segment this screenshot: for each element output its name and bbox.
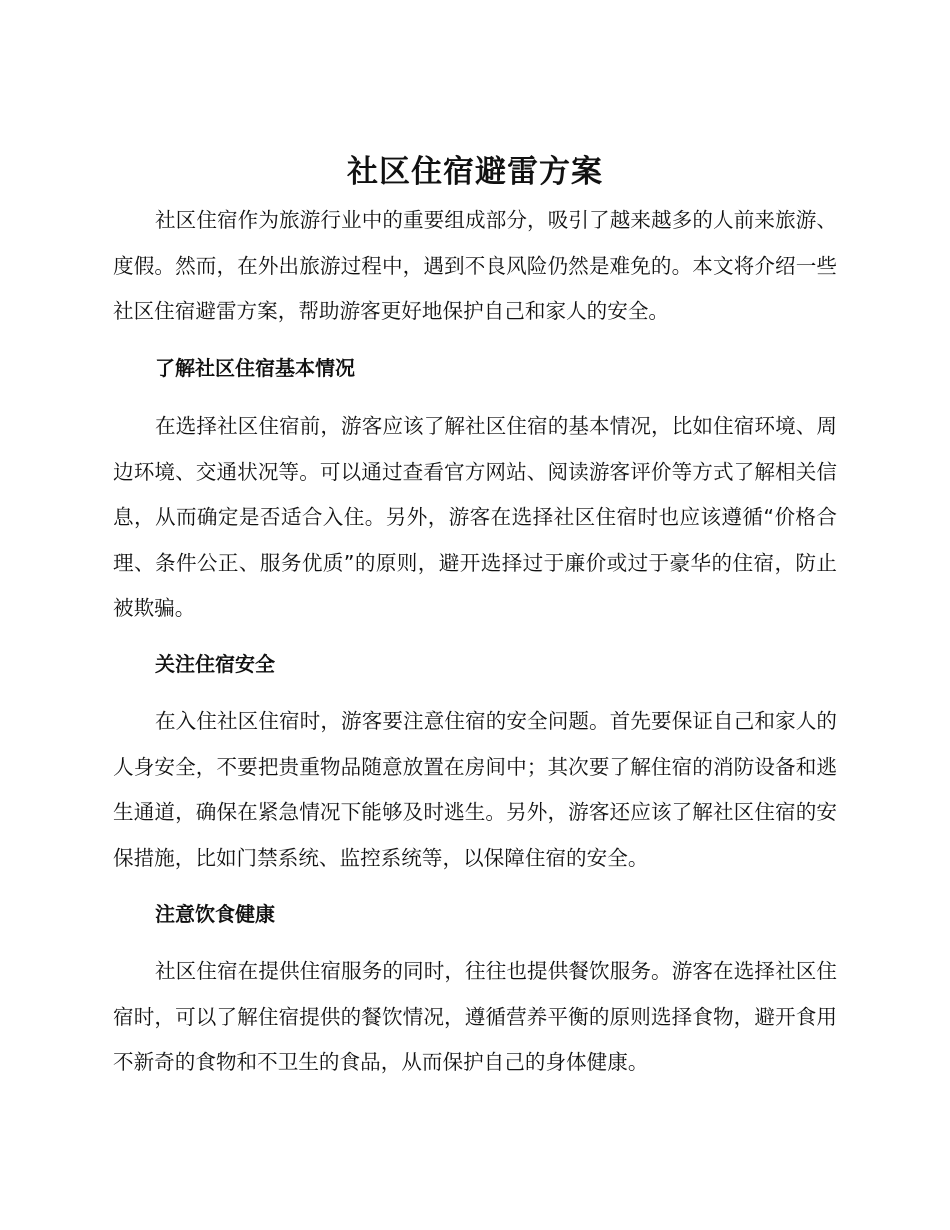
section-paragraph-food-health: 社区住宿在提供住宿服务的同时，往往也提供餐饮服务。游客在选择社区住宿时，可以了解住宿提供的餐饮情况，遵循营养平衡的原则选择食物，避开食用不新奇的食物和不卫生的食品，从而保护自己的身体健康。 [113, 959, 837, 1074]
intro-paragraph: 社区住宿作为旅游行业中的重要组成部分，吸引了越来越多的人前来旅游、度假。然而，在外出旅游过程中，遇到不良风险仍然是难免的。本文将介绍一些社区住宿避雷方案，帮助游客更好地保护自己和家人的安全。 [113, 208, 837, 323]
section-paragraph-basic-info: 在选择社区住宿前，游客应该了解社区住宿的基本情况，比如住宿环境、周边环境、交通状况等。可以通过查看官方网站、阅读游客评价等方式了解相关信息，从而确定是否适合入住。另外，游客在选择社区住宿时也应该遵循“价格合理、条件公正、服务优质”的原则，避开选择过于廉价或过于豪华的住宿，防止被欺骗。 [113, 414, 837, 620]
section-paragraph-safety: 在入住社区住宿时，游客要注意住宿的安全问题。首先要保证自己和家人的人身安全，不要把贵重物品随意放置在房间中；其次要了解住宿的消防设备和逃生通道，确保在紧急情况下能够及时逃生。另外，游客还应该了解社区住宿的安保措施，比如门禁系统、监控系统等，以保障住宿的安全。 [113, 709, 837, 870]
section-heading-food-health: 注意饮食健康 [155, 902, 275, 926]
section-heading-safety: 关注住宿安全 [155, 652, 275, 676]
document-title: 社区住宿避雷方案 [347, 154, 603, 190]
section-heading-basic-info: 了解社区住宿基本情况 [155, 356, 355, 380]
